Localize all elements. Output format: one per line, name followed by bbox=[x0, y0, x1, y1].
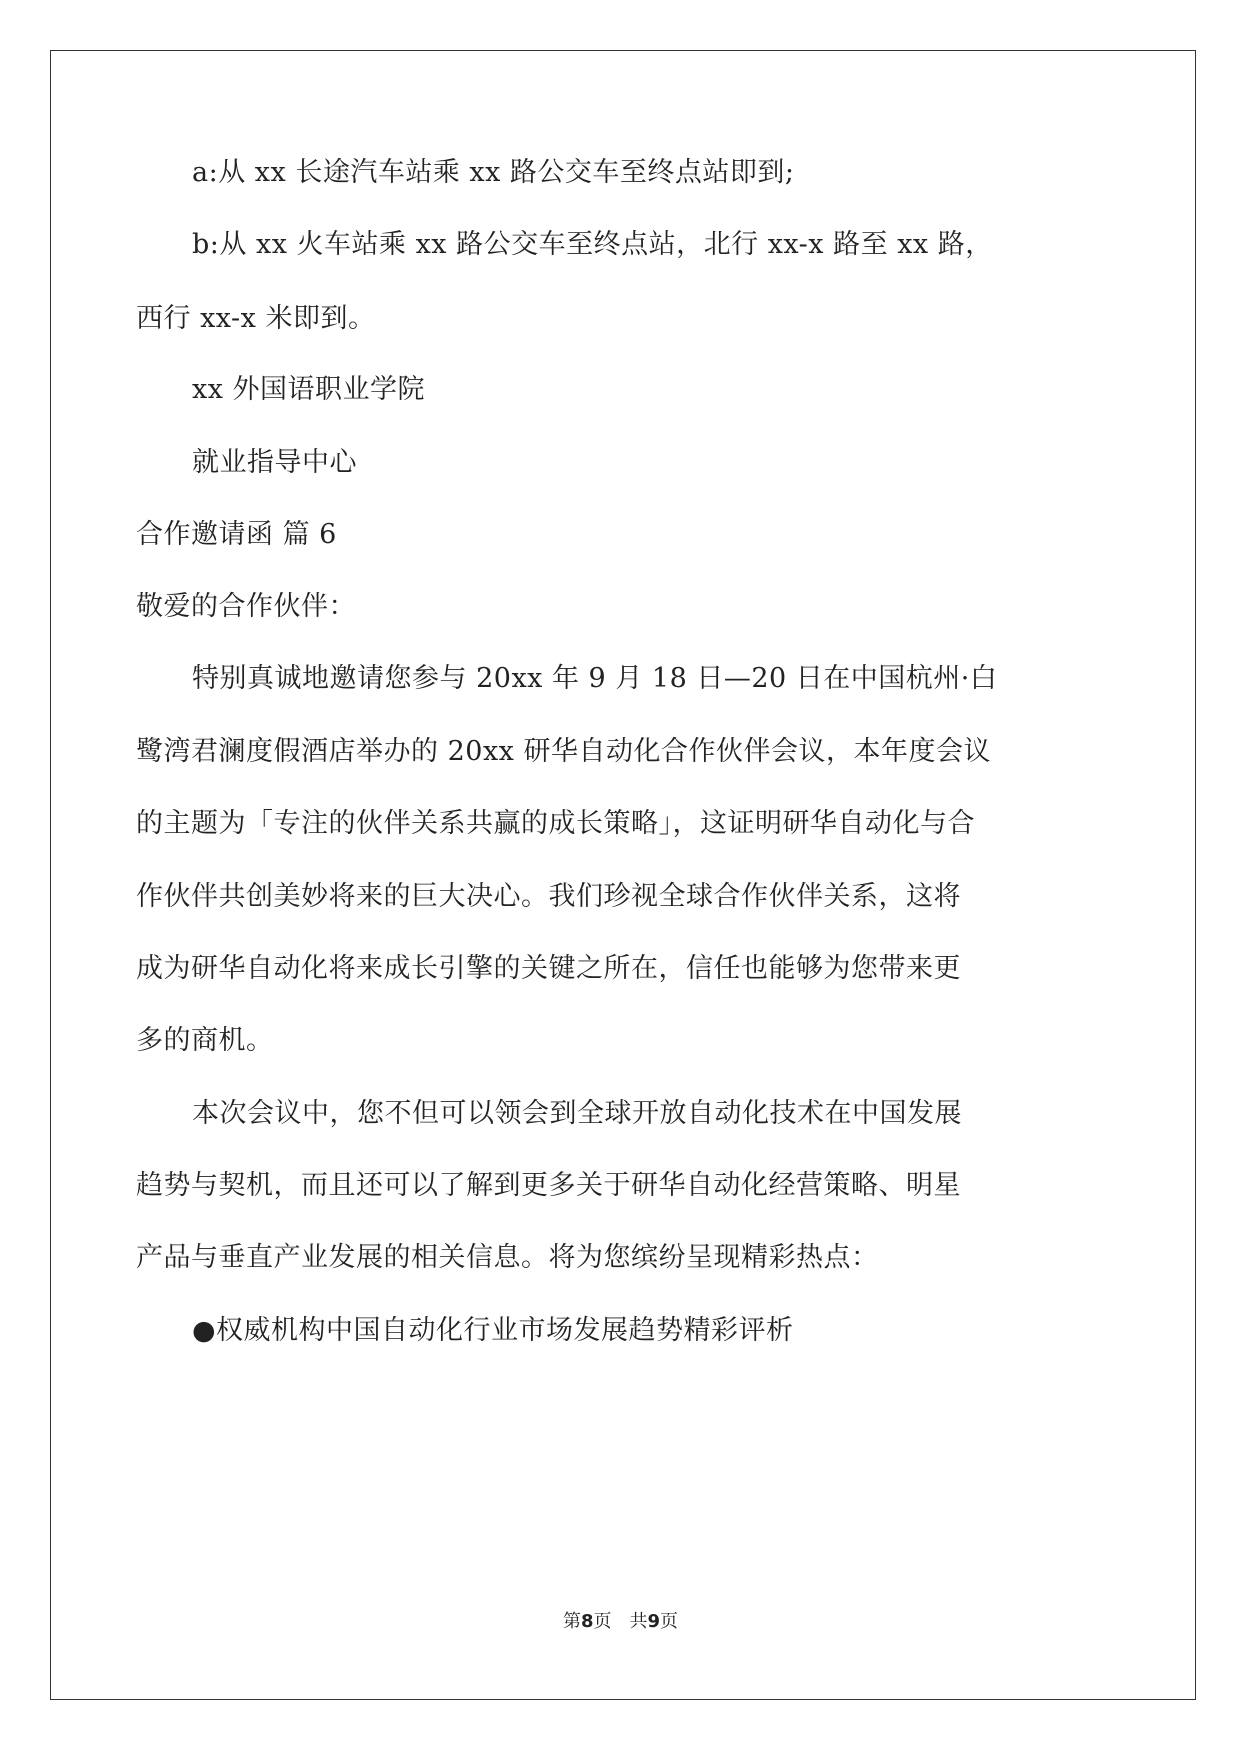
paragraph-1-line-1: 特别真诚地邀请您参与 20xx 年 9 月 18 日—20 日在中国杭州·白 bbox=[192, 663, 998, 694]
salutation: 敬爱的合作伙伴： bbox=[136, 591, 356, 622]
route-a-line: a:从 xx 长途汽车站乘 xx 路公交车至终点站即到; bbox=[192, 157, 795, 188]
paragraph-1-line-4: 作伙伴共创美妙将来的巨大决心。我们珍视全球合作伙伴关系，这将 bbox=[136, 881, 961, 912]
department-name: 就业指导中心 bbox=[192, 447, 357, 478]
paragraph-1-line-3: 的主题为「专注的伙伴关系共赢的成长策略」，这证明研华自动化与合 bbox=[136, 808, 975, 839]
bullet-item: ●权威机构中国自动化行业市场发展趋势精彩评析 bbox=[192, 1315, 794, 1346]
school-name: xx 外国语职业学院 bbox=[192, 374, 426, 405]
section-heading: 合作邀请函 篇 6 bbox=[136, 519, 337, 550]
route-b-line-1: b:从 xx 火车站乘 xx 路公交车至终点站，北行 xx-x 路至 xx 路， bbox=[192, 229, 993, 260]
footer-prefix: 第 bbox=[562, 1611, 581, 1632]
footer-middle: 页 共 bbox=[593, 1611, 648, 1632]
paragraph-2-line-2: 趋势与契机，而且还可以了解到更多关于研华自动化经营策略、明星 bbox=[136, 1170, 961, 1201]
paragraph-2-line-3: 产品与垂直产业发展的相关信息。将为您缤纷呈现精彩热点： bbox=[136, 1242, 879, 1273]
paragraph-1-line-6: 多的商机。 bbox=[136, 1025, 274, 1056]
footer-suffix: 页 bbox=[660, 1611, 679, 1632]
footer-current-page: 8 bbox=[580, 1611, 594, 1632]
footer-total-pages: 9 bbox=[647, 1611, 661, 1632]
paragraph-1-line-5: 成为研华自动化将来成长引擎的关键之所在，信任也能够为您带来更 bbox=[136, 953, 961, 984]
page-footer bbox=[0, 1611, 1241, 1633]
page-border bbox=[50, 50, 1196, 1700]
paragraph-1-line-2: 鹭湾君澜度假酒店举办的 20xx 研华自动化合作伙伴会议，本年度会议 bbox=[136, 736, 991, 767]
paragraph-2-line-1: 本次会议中，您不但可以领会到全球开放自动化技术在中国发展 bbox=[192, 1098, 962, 1129]
route-b-line-2: 西行 xx-x 米即到。 bbox=[136, 303, 376, 334]
